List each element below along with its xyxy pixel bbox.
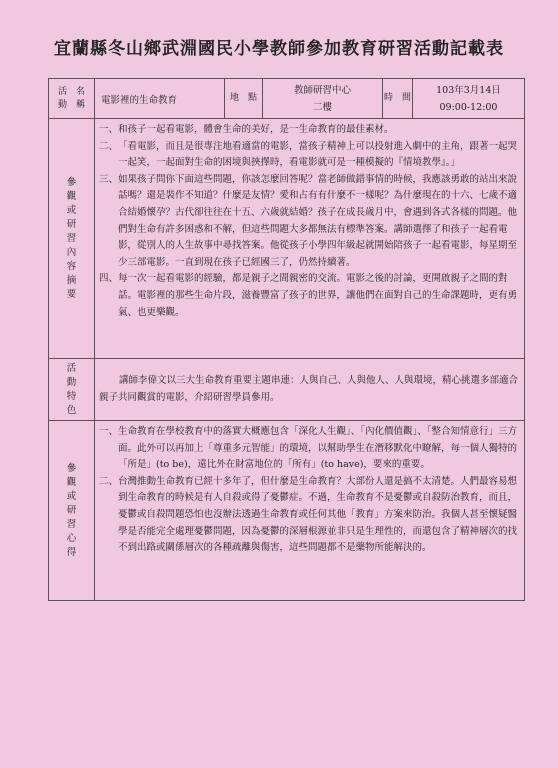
summary-row	[49, 119, 525, 359]
summary-content	[95, 119, 525, 359]
summary-label: 參 觀 或 研 習 內 容 摘 要	[49, 119, 95, 359]
activity-name-value: 電影裡的生命教育	[95, 79, 225, 119]
time-value: 103年3月14日 09:00-12:00	[413, 79, 525, 119]
features-label: 活 動 特 色	[49, 359, 95, 421]
reflection-label: 參 觀 或 研 習 心 得	[49, 421, 95, 601]
location-value: 教師研習中心 二樓	[263, 79, 383, 119]
time-label: 時 間	[383, 79, 413, 119]
header-row	[49, 79, 525, 119]
document-title: 宜蘭縣冬山鄉武淵國民小學教師參加教育研習活動記載表	[54, 39, 504, 59]
reflection-content	[95, 421, 525, 601]
record-form-table	[48, 78, 525, 601]
list-item: 一、 生命教育在學校教育中的落實大概應包含「深化人生觀」、「內化價值觀」、「整合知情意行」三方面。此外可以再加上「尊重多元智能」的環境，以幫助學生在潛移默化中瞭解，每一個人獨特的「所是」(to be)，遠比外在財富地位的「所有」(to have)，要來的重要。	[99, 426, 518, 471]
list-item: 四、 每一次一起看電影的經驗，都是親子之間親密的交流。電影之後的討論，更開啟親子之間的對話。電影裡的那些生命片段，滋養豐富了孩子的世界，讓他們在面對自己的生命課題時，更有勇氣、也更樂觀。	[99, 273, 518, 318]
location-label: 地 點	[225, 79, 263, 119]
features-content: 講師李偉文以三大生命教育重要主題串連：人與自己、人與他人、人與環境，精心挑選多部適合親子共同觀賞的電影，介紹研習學員參用。	[95, 359, 525, 421]
list-item: 二、 「看電影，而且是很專注地看適當的電影，當孩子精神上可以投射進入劇中的主角，跟著一起哭一起笑，一起面對生命的困境與挾擇時，看電影就可是一種模擬的『情境教學』。」	[99, 140, 518, 169]
list-item: 二、 台灣推動生命教育已經十多年了，但什麼是生命教育？大部份人還是搞不太清楚。人們最容易想到生命教育的時候是有人自殺或得了憂鬱症。不過，生命教育不是憂鬱或自殺防治教育，而且，憂鬱或自殺問題恐怕也沒辦法透過生命教育或任何其他「教育」方案來防治。我個人甚至懷疑醫學是否能完全處理憂鬱問題，因為憂鬱的深層根源並非只是生理性的，而還包含了精神層次的找不到出路或關係層次的各種疏離與傷害，這些問題都不是藥物所能解決的。	[99, 475, 518, 554]
features-row	[49, 359, 525, 421]
reflection-row	[49, 421, 525, 601]
list-item: 三、 如果孩子問你下面這些問題，你該怎麼回答呢？當老師做錯事情的時候，我應該勇敢的站出來說話嗎？還是裝作不知道？什麼是友情？愛和占有有什麼不一樣呢？為什麼現在的十六、七歲不適合結婚懷孕？古代卻往往在十五、六歲就結婚？孩子在成長歲月中，會遇到各式各樣的問題。他們對生命有許多困惑和不解，但這些問題大多都無法有標準答案。講師選擇了和孩子一起看電影，從別人的人生故事中尋找答案。他從孩子小學四年級起就開始陪孩子一起看電影，每星期至少三部電影。一直到現在孩子已經國三了，仍然持續著。	[99, 173, 518, 268]
activity-name-label: 活 名 動 稱	[49, 79, 95, 119]
list-item: 一、 和孩子一起看電影，體會生命的美好，是一生命教育的最佳素材。	[99, 124, 394, 135]
